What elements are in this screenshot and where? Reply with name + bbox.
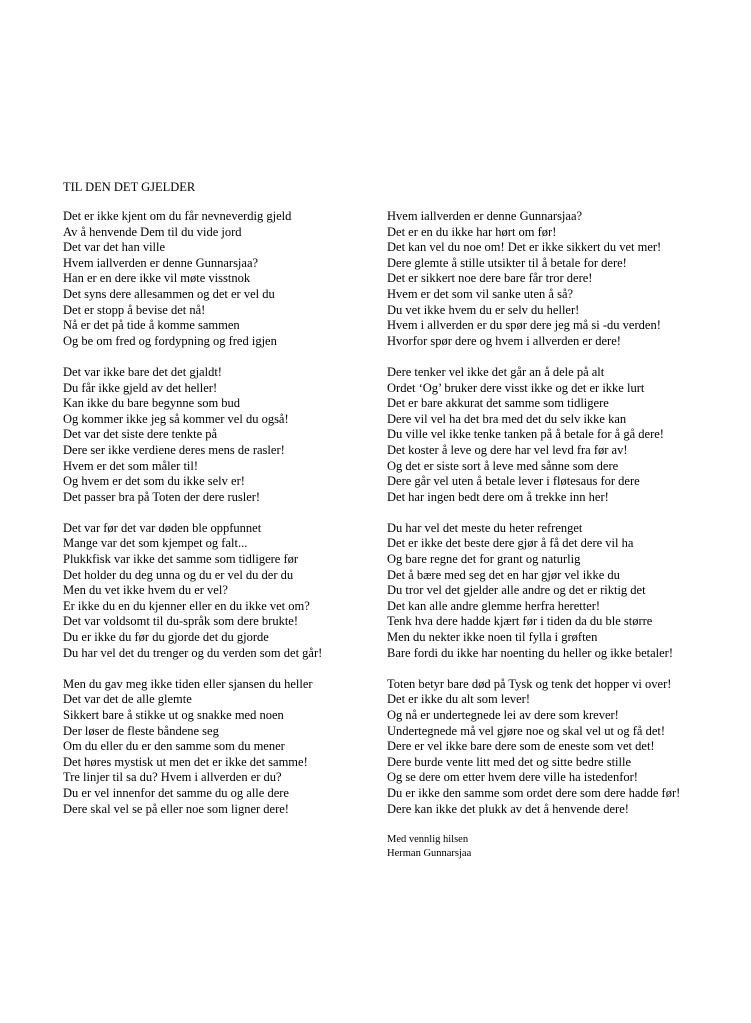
poem-line: Hvorfor spør dere og hvem i allverden er dere! [387,333,621,348]
poem-line: Du vet ikke hvem du er selv du heller! [387,302,580,317]
stanza [63,365,363,505]
poem-line: Dere burde vente litt med det og sitte bedre stille [387,754,632,769]
poem-line: Hvem er det som måler til! [63,458,199,473]
poem-line: Dere vil vel ha det bra med det du selv ikke kan [387,411,627,426]
poem-line: Sikkert bare å stikke ut og snakke med noen [63,708,284,722]
poem-line: Dere er vel ikke bare dere som de eneste som vet det! [387,739,655,754]
poem-line: Dere tenker vel ikke det går an å dele på alt [387,364,605,379]
poem-line: Du har vel det meste du heter refrenget [387,520,583,535]
document-title: TIL DEN DET GJELDER [63,180,196,194]
poem-line: Tre linjer til sa du? Hvem i allverden er du? [63,770,282,785]
poem-line: Undertegnede må vel gjøre noe og skal vel ut og få det! [387,723,666,738]
poem-line: Det er stopp å bevise det nå! [63,302,206,317]
poem-line: Og bare regne det for grant og naturlig [387,552,581,567]
poem-line: Det er bare akkurat det samme som tidligere [387,396,609,411]
poem-line: Og se dere om etter hvem dere ville ha istedenfor! [387,770,638,785]
stanza [387,209,717,349]
poem-line: Det passer bra på Toten der dere rusler! [63,489,261,504]
poem-line: Ordet ‘Og’ bruker dere visst ikke og det er ikke lurt [387,380,645,395]
poem-line: Dere glemte å stille utsikter til å betale for dere! [387,255,627,270]
poem-line: Og hvem er det som du ikke selv er! [63,474,245,489]
poem-line: Det koster å leve og dere har vel levd fra før av! [387,442,628,457]
stanza [63,521,363,661]
signer-name: Herman Gunnarsjaa [387,848,472,860]
poem-line: Det holder du deg unna og du er vel du der du [63,567,294,582]
poem-line: Men du nekter ikke noen til fylla i grøften [387,630,598,645]
poem-line: Mange var det som kjempet og falt... [63,536,248,551]
poem-line: Du er ikke du før du gjorde det du gjorde [63,630,269,645]
poem-line: Det har ingen bedt dere om å trekke inn her! [387,489,609,504]
poem-line: Toten betyr bare død på Tysk og tenk det hopper vi over! [387,676,672,691]
poem-line: Hvem iallverden er denne Gunnarsjaa? [63,255,259,270]
stanza [387,677,717,817]
poem-line: Der løser de fleste båndene seg [63,723,219,738]
poem-line: Bare fordi du ikke har noenting du heller og ikke betaler! [387,645,674,660]
poem-line: Det var det siste dere tenkte på [63,427,218,442]
poem-line: Men du vet ikke hvem du er vel? [63,583,228,598]
poem-line: Du tror vel det gjelder alle andre og det er riktig det [387,583,646,598]
stanza [63,677,363,817]
stanza [387,521,717,661]
poem-line: Og det er siste sort å leve med sånne som dere [387,458,619,473]
right-column [387,209,717,862]
poem-line: Om du eller du er den samme som du mener [63,739,285,754]
poem-line: Det er en du ikke har hørt om før! [387,224,557,239]
left-column [63,209,363,833]
poem-line: Er ikke du en du kjenner eller en du ikke vet om? [63,598,310,613]
poem-line: Det kan vel du noe om! Det er ikke sikkert du vet mer! [387,240,662,255]
poem-line: Det var voldsomt til du-språk som dere brukte! [63,614,299,629]
signature-block [387,833,717,862]
poem-line: Kan ikke du bare begynne som bud [63,396,241,411]
poem-line: Hvem i allverden er du spør dere jeg må si -du verden! [387,318,661,333]
poem-line: Det var før det var døden ble oppfunnet [63,520,262,535]
poem-line: Nå er det på tide å komme sammen [63,318,240,333]
poem-line: Dere ser ikke verdiene deres mens de rasler! [63,442,285,457]
poem-line: Dere skal vel se på eller noe som ligner dere! [63,801,289,816]
poem-line: Dere går vel uten å betale lever i fløtesaus for dere [387,474,640,489]
poem-line: Tenk hva dere hadde kjært før i tiden da du ble større [387,614,653,629]
poem-line: Det var det han ville [63,240,166,255]
poem-line: Du har vel det du trenger og du verden som det går! [63,645,323,660]
poem-line: Du får ikke gjeld av det heller! [63,380,218,395]
closing-text: Med vennlig hilsen [387,833,469,845]
poem-line: Det er sikkert noe dere bare får tror dere! [387,271,593,286]
poem-line: Og nå er undertegnede lei av dere som krever! [387,708,619,722]
stanza [63,209,363,349]
poem-line: Av å henvende Dem til du vide jord [63,224,242,239]
poem-line: Dere kan ikke det plukk av det å henvende dere! [387,801,629,816]
stanza [387,365,717,505]
poem-line: Det er ikke kjent om du får nevneverdig gjeld [63,209,292,223]
poem-line: Hvem iallverden er denne Gunnarsjaa? [387,209,583,223]
poem-line: Det høres mystisk ut men det er ikke det samme! [63,754,308,769]
poem-line: Du er vel innenfor det samme du og alle dere [63,785,289,800]
poem-line: Du er ikke den samme som ordet dere som dere hadde før! [387,785,681,800]
poem-line: Det kan alle andre glemme herfra heretter! [387,598,601,613]
poem-line: Det er ikke du alt som lever! [387,692,531,707]
poem-line: Plukkfisk var ikke det samme som tidligere før [63,552,299,567]
poem-line: Men du gav meg ikke tiden eller sjansen du heller [63,676,313,691]
poem-line: Og kommer ikke jeg så kommer vel du også! [63,411,289,426]
poem-line: Det å bære med seg det en har gjør vel ikke du [387,567,620,582]
poem-line: Det er ikke det beste dere gjør å få det dere vil ha [387,536,634,551]
poem-line: Det var det de alle glemte [63,692,192,707]
poem-line: Hvem er det som vil sanke uten å så? [387,286,574,301]
poem-line: Og be om fred og fordypning og fred igjen [63,333,277,348]
poem-line: Det syns dere allesammen og det er vel du [63,286,275,301]
poem-line: Du ville vel ikke tenke tanken på å betale for å gå dere! [387,427,664,442]
poem-line: Det var ikke bare det det gjaldt! [63,364,222,379]
poem-line: Han er en dere ikke vil møte visstnok [63,271,251,286]
